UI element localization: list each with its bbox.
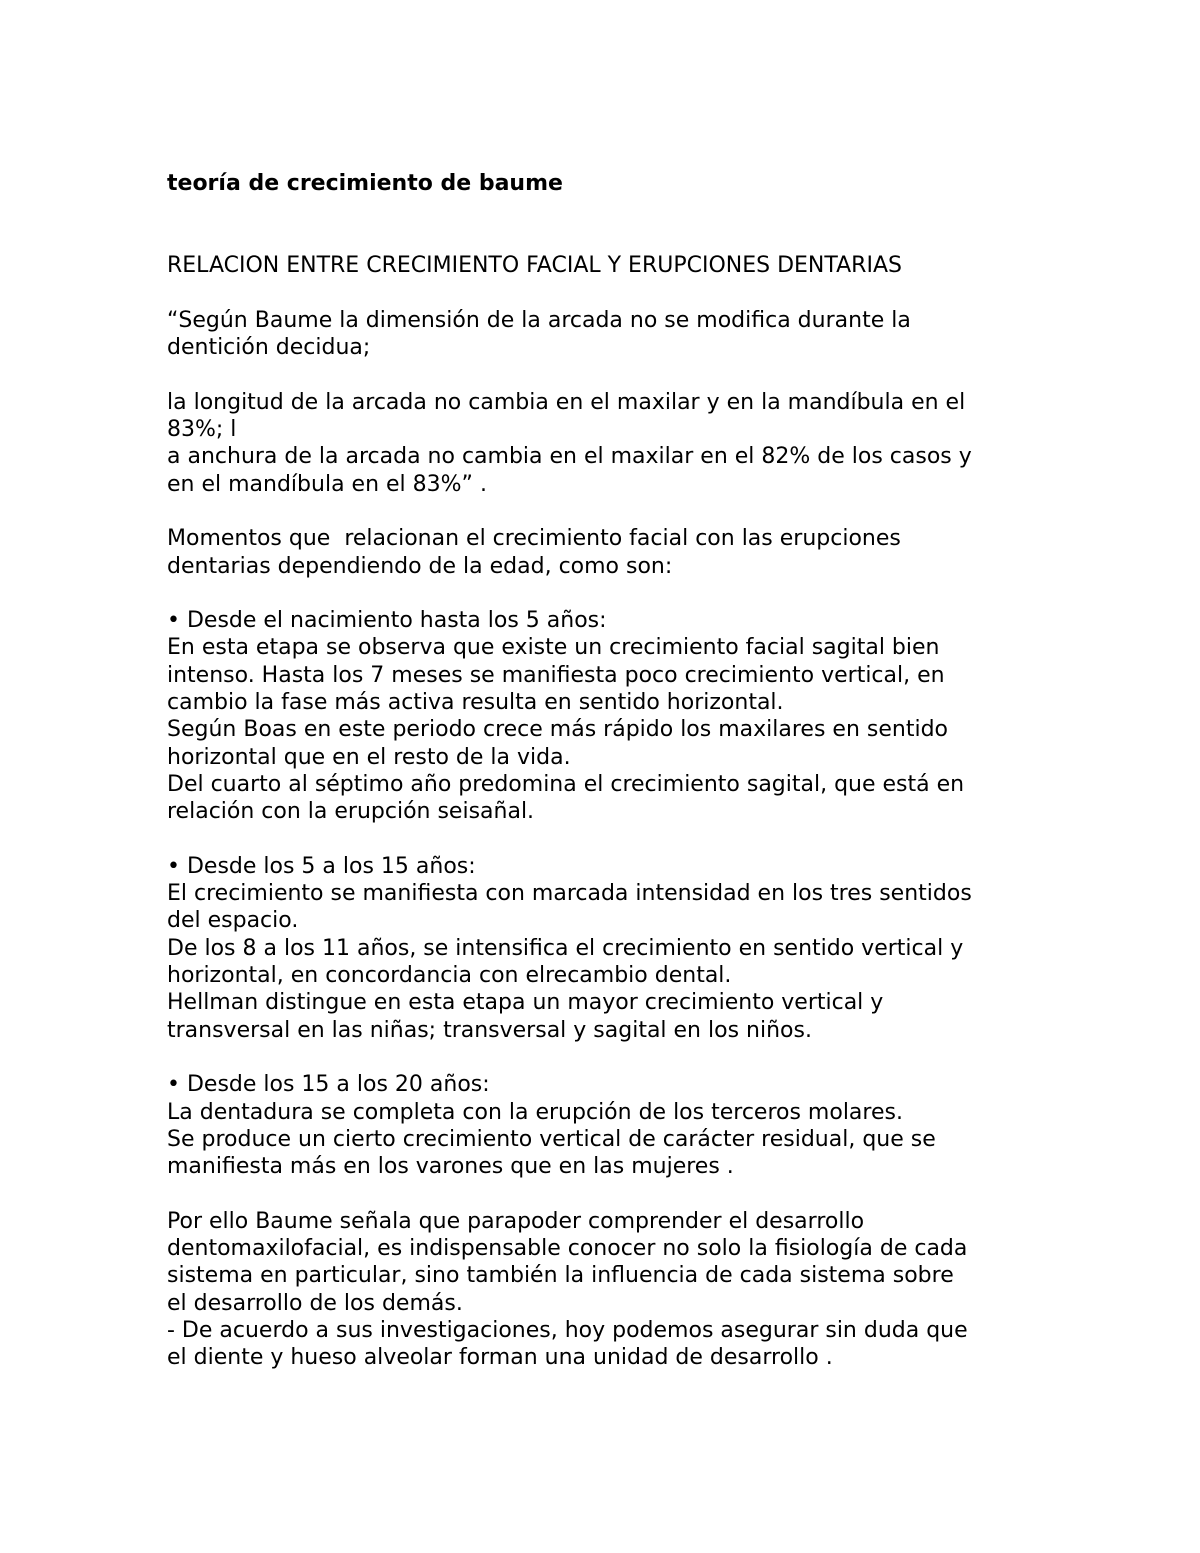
paragraph-line: La dentadura se completa con la erupción de los terceros molares. [167, 1099, 903, 1125]
paragraph-line: cambio la fase más activa resulta en sentido horizontal. [167, 690, 784, 716]
bullet-heading: • Desde el nacimiento hasta los 5 años: [167, 608, 607, 634]
paragraph-line: dentarias dependiendo de la edad, como son: [167, 553, 673, 579]
bullet-heading: • Desde los 5 a los 15 años: [167, 853, 476, 879]
paragraph-line: dentición decidua; [167, 335, 371, 361]
paragraph-line: De los 8 a los 11 años, se intensifica el crecimiento en sentido vertical y [167, 935, 964, 961]
bullet-heading: • Desde los 15 a los 20 años: [167, 1072, 490, 1098]
quote-paragraph [167, 307, 1047, 362]
paragraph-line: Momentos que relacionan el crecimiento facial con las erupciones [167, 526, 901, 552]
stage-15-to-20 [167, 1071, 1047, 1180]
paragraph-line: el diente y hueso alveolar forman una unidad de desarrollo . [167, 1345, 833, 1371]
paragraph-line: manifiesta más en los varones que en las mujeres . [167, 1154, 734, 1180]
paragraph-line: relación con la erupción seisañal. [167, 799, 535, 825]
paragraph-line: intenso. Hasta los 7 meses se manifiesta poco crecimiento vertical, en [167, 662, 945, 688]
paragraph-line: 83%; l [167, 417, 237, 443]
section-heading: RELACION ENTRE CRECIMIENTO FACIAL Y ERUPCIONES DENTARIAS [167, 253, 902, 279]
paragraph-line: Por ello Baume señala que parapoder comprender el desarrollo [167, 1208, 865, 1234]
conclusion-paragraph [167, 1208, 1047, 1372]
paragraph-line: en el mandíbula en el 83%” . [167, 471, 487, 497]
paragraph-line: horizontal, en concordancia con elrecambio dental. [167, 963, 732, 989]
document-title: teoría de crecimiento de baume [167, 171, 563, 196]
paragraph-line: a anchura de la arcada no cambia en el maxilar en el 82% de los casos y [167, 444, 972, 470]
paragraph-line: - De acuerdo a sus investigaciones, hoy podemos asegurar sin duda que [167, 1317, 968, 1343]
paragraph-line: horizontal que en el resto de la vida. [167, 744, 571, 770]
paragraph-line: Según Boas en este periodo crece más rápido los maxilares en sentido [167, 717, 948, 743]
paragraph-line: el desarrollo de los demás. [167, 1290, 463, 1316]
document-page [167, 170, 1047, 1371]
stage-birth-to-5 [167, 607, 1047, 825]
paragraph-line: “Según Baume la dimensión de la arcada no se modifica durante la [167, 307, 911, 333]
paragraph-line: El crecimiento se manifiesta con marcada intensidad en los tres sentidos [167, 881, 972, 907]
paragraph-line: sistema en particular, sino también la influencia de cada sistema sobre [167, 1263, 954, 1289]
paragraph-line: Se produce un cierto crecimiento vertical de carácter residual, que se [167, 1126, 936, 1152]
measurements-paragraph [167, 389, 1047, 498]
paragraph-line: transversal en las niñas; transversal y sagital en los niños. [167, 1017, 812, 1043]
paragraph-line: Hellman distingue en esta etapa un mayor crecimiento vertical y [167, 990, 884, 1016]
paragraph-line: dentomaxilofacial, es indispensable conocer no solo la fisiología de cada [167, 1235, 968, 1261]
intro-paragraph [167, 525, 1047, 580]
stage-5-to-15 [167, 853, 1047, 1044]
paragraph-line: Del cuarto al séptimo año predomina el crecimiento sagital, que está en [167, 771, 965, 797]
paragraph-line: la longitud de la arcada no cambia en el maxilar y en la mandíbula en el [167, 389, 966, 415]
paragraph-line: En esta etapa se observa que existe un crecimiento facial sagital bien [167, 635, 940, 661]
paragraph-line: del espacio. [167, 908, 299, 934]
